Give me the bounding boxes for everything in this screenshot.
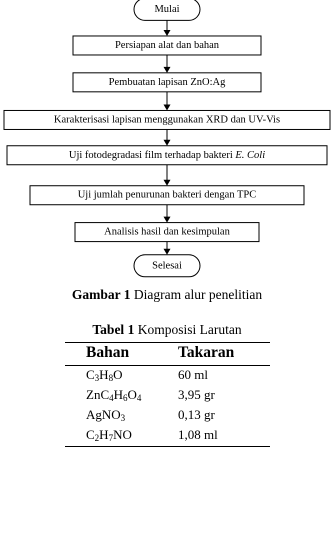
arrowhead <box>164 30 171 36</box>
arrowhead <box>164 217 171 223</box>
table-row <box>65 366 270 387</box>
node-label: Selesai <box>152 260 182 272</box>
cell-takaran: 60 ml <box>178 367 208 382</box>
cell-takaran: 1,08 ml <box>174 426 270 447</box>
node-label: Analisis hasil dan kesimpulan <box>104 226 230 238</box>
figure-caption <box>0 287 334 303</box>
cell-bahan: $C_2H_7NO$ <box>65 426 174 447</box>
composition-table <box>65 342 270 447</box>
figure-caption-text: Diagram alur penelitian <box>130 287 263 302</box>
node-label: Uji fotodegradasi film terhadap bakteri E. Coli <box>68 150 266 162</box>
table-row <box>65 386 270 406</box>
cell-takaran: 3,95 gr <box>178 387 215 402</box>
node-selesai <box>134 255 200 277</box>
figure-caption-prefix: Gambar 1 <box>71 287 131 302</box>
node-s2 <box>73 73 261 92</box>
node-label: Karakterisasi lapisan menggunakan XRD dan UV-Vis <box>53 114 281 126</box>
table-caption-text: Komposisi Larutan <box>134 322 242 337</box>
node-label: Persiapan alat dan bahan <box>114 40 220 52</box>
node-label: Mulai <box>154 4 180 16</box>
node-s5 <box>30 186 304 205</box>
cell-takaran: 0,13 gr <box>178 407 215 422</box>
arrowhead <box>164 249 171 255</box>
header-takaran: Takaran <box>174 343 270 366</box>
arrowhead <box>164 104 171 110</box>
node-s3 <box>4 110 330 129</box>
table-caption-prefix: Tabel 1 <box>92 322 135 337</box>
arrowhead <box>164 140 171 146</box>
table-row <box>65 426 270 447</box>
node-mulai <box>134 0 200 20</box>
node-s1 <box>73 36 261 55</box>
arrowhead <box>164 67 171 73</box>
cell-bahan: AgNO$_3$ <box>86 407 126 423</box>
table-caption <box>0 322 334 338</box>
cell-bahan: $C_3H_8O$ <box>86 367 123 383</box>
node-s4 <box>7 146 327 165</box>
table-header-row <box>65 343 270 366</box>
node-label: Pembuatan lapisan ZnO:Ag <box>108 77 226 89</box>
table-row <box>65 406 270 426</box>
node-s6 <box>75 223 259 242</box>
arrowhead <box>164 180 171 186</box>
header-bahan: Bahan <box>65 343 174 366</box>
cell-bahan: $ZnC_4H_6O_4$ <box>86 387 142 403</box>
node-label: Uji jumlah penurunan bakteri dengan TPC <box>77 190 257 202</box>
